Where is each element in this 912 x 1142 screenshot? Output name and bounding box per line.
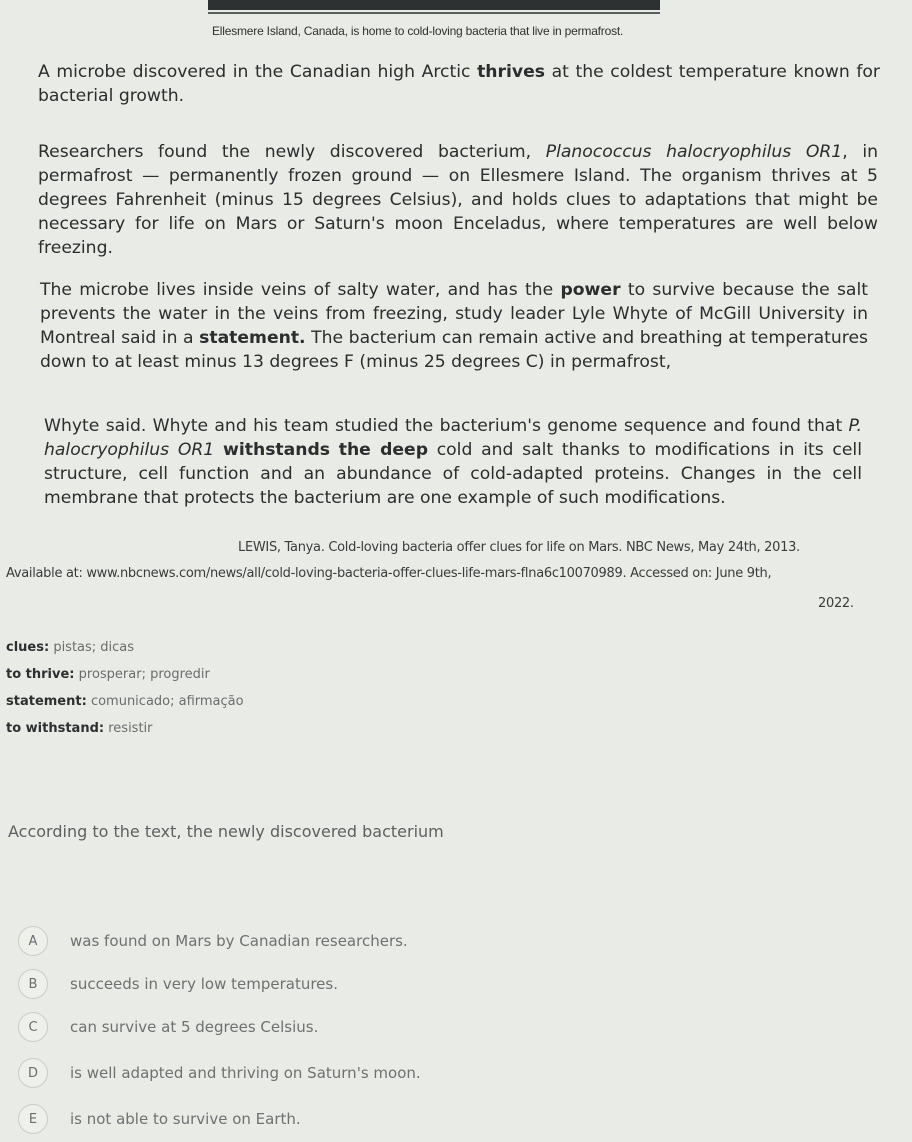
option-text[interactable]: was found on Mars by Canadian researchers. [70,932,408,950]
citation-line: 2022. [818,596,854,611]
option-letter-badge[interactable]: C [18,1012,48,1042]
species-name: Planococcus halocryophilus OR1 [545,142,843,162]
glossary-item: to thrive: prosperar; progredir [6,667,210,682]
photo-caption: Ellesmere Island, Canada, is home to cold-loving bacteria that live in permafrost. [212,24,624,38]
citation-line: Available at: www.nbcnews.com/news/all/cold-loving-bacteria-offer-clues-life-mars-flna6c10070989. Accessed on: June 9th, [6,566,772,581]
answer-option-c[interactable] [18,1012,318,1042]
question-prompt: According to the text, the newly discovered bacterium [8,822,444,841]
option-letter-badge[interactable]: D [18,1058,48,1088]
paragraph-research: Researchers found the newly discovered bacterium, Planococcus halocryophilus OR1, in permafrost — permanently frozen ground — on Ellesmere Island. The organism thrives at 5 degrees Fahrenheit (minus 15 degrees Celsius), and holds clues to adaptations that might be necessary for life on Mars or Saturn's moon Enceladus, where temperatures are well below freezing. [38,142,878,258]
photo-strip [208,0,660,10]
option-letter-badge[interactable]: B [18,969,48,999]
paragraph-genome: Whyte said. Whyte and his team studied the bacterium's genome sequence and found that P. halocryophilus OR1 withstands the deep cold and salt thanks to modifications in its cell structure, cell function and an abundance of cold-adapted proteins. Changes in the cell membrane that protects the bacterium are one example of such modifications. [44,416,862,508]
option-text[interactable]: can survive at 5 degrees Celsius. [70,1018,319,1036]
species-name: P. halocryophilus OR1 [44,416,862,460]
answer-option-d[interactable] [18,1058,421,1088]
paragraph-intro: A microbe discovered in the Canadian high Arctic thrives at the coldest temperature known for bacterial growth. [38,62,880,106]
option-text[interactable]: succeeds in very low temperatures. [70,975,338,993]
highlight-deep: the deep [338,440,428,460]
glossary [6,634,244,742]
option-letter-badge[interactable]: E [18,1104,48,1134]
citation-line: LEWIS, Tanya. Cold-loving bacteria offer clues for life on Mars. NBC News, May 24th, 2013. [238,540,800,555]
option-text[interactable]: is well adapted and thriving on Saturn's moon. [70,1064,421,1082]
highlight-statement: statement. [199,328,306,348]
highlight-power: power [560,280,621,300]
option-letter-badge[interactable]: A [18,926,48,956]
option-text[interactable]: is not able to survive on Earth. [70,1110,301,1128]
glossary-item: statement: comunicado; afirmação [6,694,244,709]
divider [208,12,660,14]
answer-option-a[interactable] [18,926,408,956]
highlight-thrives: thrives [477,62,545,82]
glossary-item: clues: pistas; dicas [6,640,135,655]
answer-option-b[interactable] [18,969,338,999]
glossary-item: to withstand: resistir [6,721,153,736]
paragraph-veins: The microbe lives inside veins of salty water, and has the power to survive because the salt prevents the water in the veins from freezing, study leader Lyle Whyte of McGill University in Montreal said in a statement. The bacterium can remain active and breathing at temperatures down to at least minus 13 degrees F (minus 25 degrees C) in permafrost, [40,280,869,372]
highlight-withstands: withstands [222,440,331,460]
answer-option-e[interactable] [18,1104,301,1134]
